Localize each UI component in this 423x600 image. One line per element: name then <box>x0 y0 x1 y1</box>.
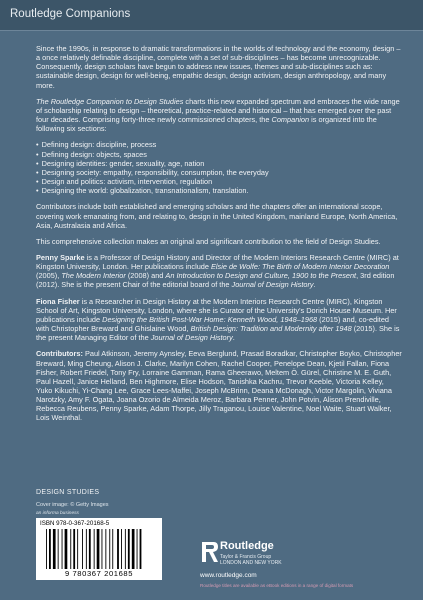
list-item: • Defining design: discipline, process <box>36 140 402 149</box>
barcode-bars <box>46 529 156 569</box>
collection-paragraph: This comprehensive collection makes an original and significant contribution to the field of Design Studies. <box>36 236 381 246</box>
informa-imprint: an informa business <box>36 511 79 516</box>
subject-category: DESIGN STUDIES <box>36 489 100 496</box>
ebook-availability-note: Routledge titles are available as eBook editions in a range of digital formats <box>200 583 354 588</box>
intro-paragraph: Since the 1990s, in response to dramatic transformations in the worlds of technology and the economy, design – a once relatively definable discipline, complete with a set of sub-disciplines – has become unrecognizable. Consequently, design scholars have begun to address new issues, themes and sub-disciplines such as: sustainable design, design for well-being, empathic design, design activism, design anthropology, and many more. <box>36 44 401 90</box>
back-cover-text <box>36 44 402 430</box>
sparke-title: Journal of Design History <box>231 280 314 290</box>
list-item: • Designing identities: gender, sexuality, age, nation <box>36 159 402 168</box>
charts-text-a: charts this new expanded spectrum and embraces the wide range of scholarship relating to design – theoretical, practice-related and historical – that has emerged over the past four decades. Comprising forty-three newly commissioned chapters, the <box>36 96 400 125</box>
publisher-name: Routledge <box>220 540 274 552</box>
publisher-website: www.routledge.com <box>200 572 257 579</box>
sparke-text: (2008) and <box>125 271 166 281</box>
list-item: • Designing the world: globalization, transnationalism, translation. <box>36 186 402 195</box>
sparke-name: Penny Sparke <box>36 252 85 262</box>
contributors-label: Contributors: <box>36 349 83 359</box>
group-line-2: LONDON AND NEW YORK <box>220 560 282 566</box>
list-item: • Design and politics: activism, intervention, regulation <box>36 177 402 186</box>
contributors-intro-paragraph: Contributors include both established and emerging scholars and the chapters offer an international scope, covering work emanating from, and relating to, design in the United Kingdom, mainland Europe, North America, Asia, Australasia and Africa. <box>36 202 398 230</box>
sparke-text: , 3rd edition (2012). She is the present Chair of the editorial board of the <box>36 271 395 290</box>
series-header-bar <box>0 0 423 31</box>
charts-paragraph <box>36 97 402 134</box>
contributors-paragraph <box>36 349 402 422</box>
sparke-title: Elsie de Wolfe: The Birth of Modern Interior Decoration <box>211 262 390 272</box>
fisher-text: . <box>232 333 235 343</box>
sparke-text: (2005), <box>36 271 62 281</box>
isbn-barcode <box>36 518 162 580</box>
fisher-title: British Design: Tradition and Modernity after 1948 <box>190 324 352 334</box>
charts-text-b: is organized into the following six sections: <box>36 115 377 134</box>
sparke-bio <box>36 253 402 290</box>
barcode-digits: 9 780367 201685 <box>64 569 134 578</box>
sparke-title: An Introduction to Design and Culture, 1900 to the Present <box>165 271 357 281</box>
sparke-title: The Modern Interior <box>61 271 126 281</box>
isbn-number: ISBN 978-0-367-20168-5 <box>40 520 110 527</box>
list-item: • Designing society: empathy, responsibility, consumption, the everyday <box>36 168 402 177</box>
companion-italic: Companion <box>271 115 310 125</box>
series-title: Routledge Companions <box>10 8 131 20</box>
list-item: • Defining design: objects, spaces <box>36 150 402 159</box>
group-line-1: Taylor & Francis Group <box>220 554 272 560</box>
fisher-title: Designing the British Post-War Home: Kenneth Wood, 1948–1968 <box>102 314 318 324</box>
sparke-text: . <box>313 280 316 290</box>
fisher-name: Fiona Fisher <box>36 296 80 306</box>
fisher-text: (2015) and, co-edited with Christopher Breward and Ghislaine Wood, <box>36 314 389 334</box>
contributors-names: Paul Atkinson, Jeremy Aynsley, Eeva Berglund, Prasad Boradkar, Christopher Boyko, Christopher Breward, Ming Cheung, Alison J. Clarke, Marilyn Cohen, Rachel Cooper, Penelope Dean, Kjetil Fallan, Fiona Fisher, Robert Friedel, Tony Fry, Lorraine Gamman, Rama Gheerawo, Meltem Ö. Gürel, Christine M. E. Guth, Paul Hazell, Janice Helland, Ben Highmore, Elise Hodson, Tanishka Kachru, Trevor Keeble, Victoria Kelley, Yuko Kikuchi, Yi-Chang Lee, Grace Lees-Maffei, Joseph McBrinn, Deana McDonagh, Victor Margolin, Viviana Narotzky, Amy F. Ogata, Joana Ozorio de Almeida Meroz, Barbara Penner, John Potvin, Alison Prendiville, Rebecca Reubens, Penny Sparke, Adam Thorpe, Jilly Traganou, Louise Valentine, Noel Waite, Stuart Walker, Lois Weinthal. <box>36 349 402 423</box>
sections-list <box>36 140 402 195</box>
fisher-text: is a Researcher in Design History at the Modern Interiors Research Centre (MIRC), Kingston School of Art, Kingston University, London, where she is Curator of the University's Dorich House Museum. Her publications include <box>36 296 397 324</box>
cover-image-credit: Cover image: © Getty Images <box>36 502 109 508</box>
publisher-group <box>220 554 282 566</box>
fisher-text: (2015). She is the present Managing Editor of the <box>36 324 400 343</box>
book-title-italic: The Routledge Companion to Design Studies <box>36 96 184 106</box>
fisher-title: Journal of Design History <box>150 333 233 343</box>
sparke-text: is a Professor of Design History and Director of the Modern Interiors Research Centre (MIRC) at Kingston University, London. Her publications include <box>36 252 399 272</box>
fisher-bio <box>36 297 402 343</box>
